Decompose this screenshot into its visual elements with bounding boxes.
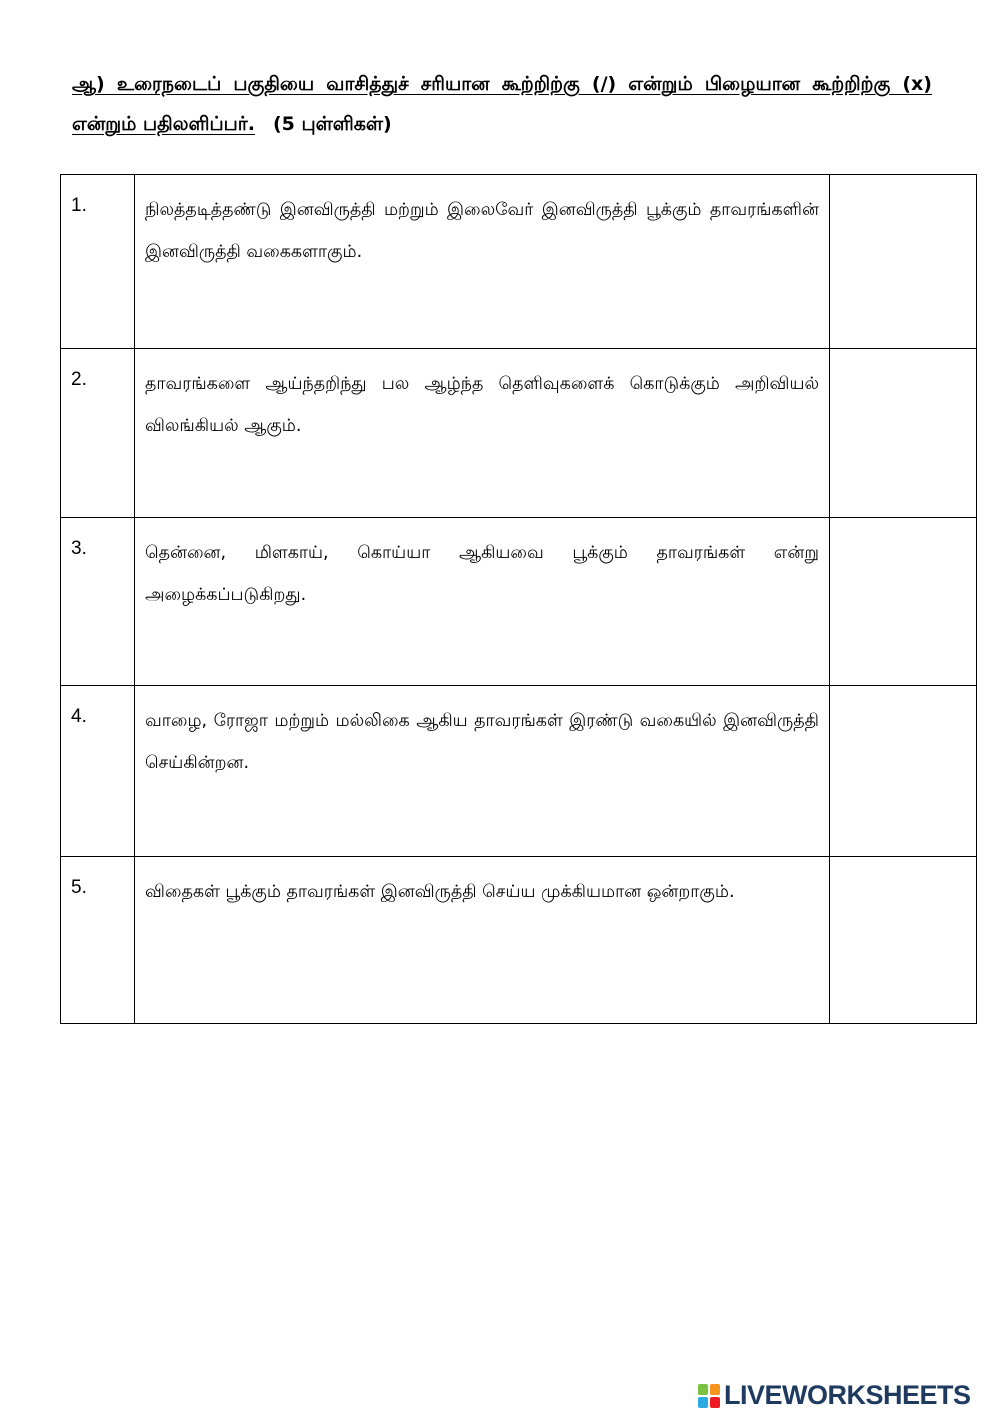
question-text: நிலத்தடித்தண்டு இனவிருத்தி மற்றும் இலைவேர் இனவிருத்தி பூக்கும் தாவரங்களின் இனவிருத்தி வகைகளாகும். [135, 175, 830, 349]
question-text: தென்னை, மிளகாய், கொய்யா ஆகியவை பூக்கும் தாவரங்கள் என்று அழைக்கப்படுகிறது. [135, 518, 830, 686]
question-text: தாவரங்களை ஆய்ந்தறிந்து பல ஆழ்ந்த தெளிவுகளைக் கொடுக்கும் அறிவியல் விலங்கியல் ஆகும். [135, 349, 830, 518]
answer-input[interactable] [830, 518, 976, 685]
instruction-heading [72, 64, 932, 144]
question-number: 4. [61, 686, 135, 857]
answer-input[interactable] [830, 857, 976, 1023]
answer-input[interactable] [830, 686, 976, 856]
answer-cell[interactable] [830, 175, 977, 349]
liveworksheets-logo [698, 1380, 971, 1411]
logo-square [698, 1384, 708, 1395]
logo-square [698, 1397, 708, 1408]
question-number: 5. [61, 857, 135, 1024]
table-row [61, 686, 977, 857]
instruction-text: ஆ) உரைநடைப் பகுதியை வாசித்துச் சரியான கூற்றிற்கு (/) என்றும் பிழையான கூற்றிற்கு (x) என்றும் பதிலளிப்பர். [72, 73, 932, 135]
table-row [61, 518, 977, 686]
question-number: 1. [61, 175, 135, 349]
answer-cell[interactable] [830, 686, 977, 857]
table-row [61, 349, 977, 518]
question-table [60, 174, 977, 1024]
answer-cell[interactable] [830, 518, 977, 686]
answer-input[interactable] [830, 349, 976, 517]
table-row [61, 175, 977, 349]
question-number: 3. [61, 518, 135, 686]
question-number: 2. [61, 349, 135, 518]
table-row [61, 857, 977, 1024]
logo-square [710, 1397, 720, 1408]
answer-cell[interactable] [830, 349, 977, 518]
liveworksheets-logo-icon [698, 1384, 720, 1408]
marks-label: (5 புள்ளிகள்) [272, 113, 392, 135]
logo-square [710, 1384, 720, 1395]
answer-input[interactable] [830, 175, 976, 348]
question-text: வாழை, ரோஜா மற்றும் மல்லிகை ஆகிய தாவரங்கள் இரண்டு வகையில் இனவிருத்தி செய்கின்றன. [135, 686, 830, 857]
logo-text: LIVEWORKSHEETS [724, 1380, 971, 1410]
answer-cell[interactable] [830, 857, 977, 1024]
question-text: விதைகள் பூக்கும் தாவரங்கள் இனவிருத்தி செய்ய முக்கியமான ஒன்றாகும். [135, 857, 830, 1024]
